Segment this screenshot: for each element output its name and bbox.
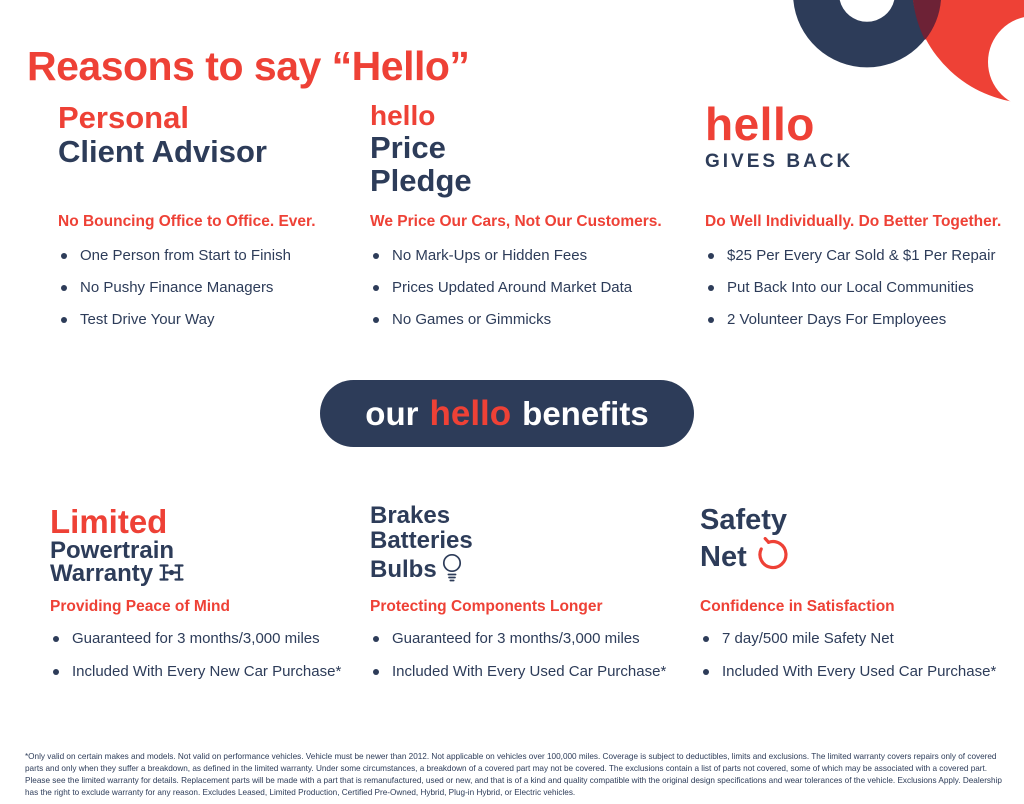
- lightbulb-icon: [441, 553, 463, 584]
- bullet-item: [370, 247, 680, 265]
- bullet-item: [370, 311, 680, 329]
- card-title-line: Batteries: [370, 527, 473, 554]
- bullet-list: [370, 247, 680, 329]
- bullet-text: No Pushy Finance Managers: [80, 279, 274, 296]
- bullet-item: [58, 247, 358, 265]
- bullet-text: Test Drive Your Way: [80, 311, 215, 328]
- hello-brand-wordmark: hello: [370, 100, 436, 131]
- card-title-line: Pledge: [370, 163, 472, 198]
- card-title: [700, 503, 1022, 598]
- bullet-list: [700, 630, 1022, 681]
- bullet-text: Included With Every Used Car Purchase*: [722, 663, 997, 680]
- bullet-dot: [53, 669, 59, 675]
- hello-brand-wordmark: hello: [705, 98, 815, 150]
- bullet-dot: [61, 285, 67, 291]
- page-title: Reasons to say “Hello”: [27, 43, 470, 90]
- bullet-text: 7 day/500 mile Safety Net: [722, 630, 894, 647]
- bullet-item: [370, 279, 680, 297]
- banner-suffix: benefits: [522, 394, 649, 432]
- card-subhead: Providing Peace of Mind: [50, 598, 230, 615]
- bullet-text: 2 Volunteer Days For Employees: [727, 311, 947, 328]
- bullet-dot: [373, 636, 379, 642]
- card-title-line: Price: [370, 130, 446, 165]
- hello-gives-back-card: [705, 100, 1021, 329]
- card-title-line: Powertrain: [50, 537, 175, 564]
- bullet-text: Put Back Into our Local Communities: [727, 279, 974, 296]
- card-title-line: Brakes: [370, 502, 451, 529]
- bullet-text: Prices Updated Around Market Data: [392, 279, 633, 296]
- card-title: [705, 100, 1021, 213]
- bullet-text: No Mark-Ups or Hidden Fees: [392, 247, 588, 264]
- bullet-dot: [373, 285, 379, 291]
- card-title-line: Net: [700, 541, 747, 573]
- card-subhead: Do Well Individually. Do Better Together.: [705, 213, 1002, 230]
- card-title-accent: Limited: [50, 503, 168, 540]
- bullet-dot: [708, 317, 714, 323]
- bullet-dot: [703, 669, 709, 675]
- bullet-item: [50, 663, 358, 681]
- bullet-item: [700, 663, 1022, 681]
- bullet-dot: [53, 636, 59, 642]
- card-title: [58, 100, 358, 213]
- card-subhead: Confidence in Satisfaction: [700, 598, 895, 615]
- disclaimer-text: *Only valid on certain makes and models. Not valid on performance vehicles. Vehicle must be newer than 2012. Not applicable on vehicles over 100,000 miles. Coverage is subject to deductibles, limits and exclusions. The limited warranty covers repairs only of covered parts and only when they suffer a breakdown, as defined in the limited warranty. Under some circumstances, a breakdown of a covered part may not be covered. The exclusions contain a list of parts not covered, some of which may be associated with a covered part. Please see the limited warranty for details. Replacement parts will be made with a part that is remanufactured, used or new, and that is of a kind and quality compatible with the original design specifications and wear tolerances of the vehicle. Exclusions Apply. Dealership has the right to exclude warranty for any reason. Excludes Leased, Limited Production, Certified Pre-Owned, Hybrid, Plug-in Hybrid, or Electric vehicles.: [25, 752, 1002, 798]
- bullet-dot: [61, 317, 67, 323]
- card-title: [50, 503, 358, 598]
- brakes-batteries-bulbs-card: [370, 503, 680, 681]
- bullet-dot: [373, 253, 379, 259]
- gives-back-tagline: GIVES BACK: [705, 151, 854, 172]
- banner-prefix: our: [365, 394, 419, 432]
- bullet-list: [50, 630, 358, 681]
- bullet-item: [705, 279, 1021, 297]
- safety-net-card: [700, 503, 1022, 681]
- bullet-list: [370, 630, 680, 681]
- card-subhead: Protecting Components Longer: [370, 598, 603, 615]
- price-pledge-card: [370, 100, 680, 329]
- card-subhead: We Price Our Cars, Not Our Customers.: [370, 213, 662, 230]
- card-title: [370, 503, 680, 598]
- bullet-dot: [703, 636, 709, 642]
- card-subhead: No Bouncing Office to Office. Ever.: [58, 213, 316, 230]
- hello-brand-wordmark: hello: [429, 393, 512, 433]
- bullet-text: Guaranteed for 3 months/3,000 miles: [72, 630, 320, 647]
- bullet-dot: [708, 285, 714, 291]
- benefits-banner: [320, 380, 694, 447]
- bullet-text: One Person from Start to Finish: [80, 247, 291, 264]
- card-title-accent: Personal: [58, 100, 189, 135]
- bullet-text: $25 Per Every Car Sold & $1 Per Repair: [727, 247, 996, 264]
- personal-advisor-card: [58, 100, 358, 329]
- bullet-item: [370, 663, 680, 681]
- powertrain-icon: [158, 562, 185, 583]
- card-title-main: Client Advisor: [58, 134, 267, 169]
- bullet-list: [705, 247, 1021, 329]
- bullet-dot: [61, 253, 67, 259]
- bullet-dot: [708, 253, 714, 259]
- bullet-text: Guaranteed for 3 months/3,000 miles: [392, 630, 640, 647]
- bullet-text: No Games or Gimmicks: [392, 311, 552, 328]
- card-title-line: Bulbs: [370, 556, 437, 583]
- bullet-item: [50, 630, 358, 648]
- bullet-item: [700, 630, 1022, 648]
- card-title-line: Warranty: [50, 560, 154, 587]
- bullet-dot: [373, 669, 379, 675]
- bullet-text: Included With Every New Car Purchase*: [72, 663, 342, 680]
- bullet-item: [705, 311, 1021, 329]
- bullet-list: [58, 247, 358, 329]
- bullet-item: [370, 630, 680, 648]
- bullet-dot: [373, 317, 379, 323]
- bullet-item: [58, 279, 358, 297]
- bullet-item: [705, 247, 1021, 265]
- bullet-item: [58, 311, 358, 329]
- circular-arrow-icon: [756, 537, 790, 571]
- limited-warranty-card: [50, 503, 358, 681]
- card-title-line: Safety: [700, 504, 788, 536]
- bullet-text: Included With Every Used Car Purchase*: [392, 663, 667, 680]
- card-title: [370, 100, 680, 213]
